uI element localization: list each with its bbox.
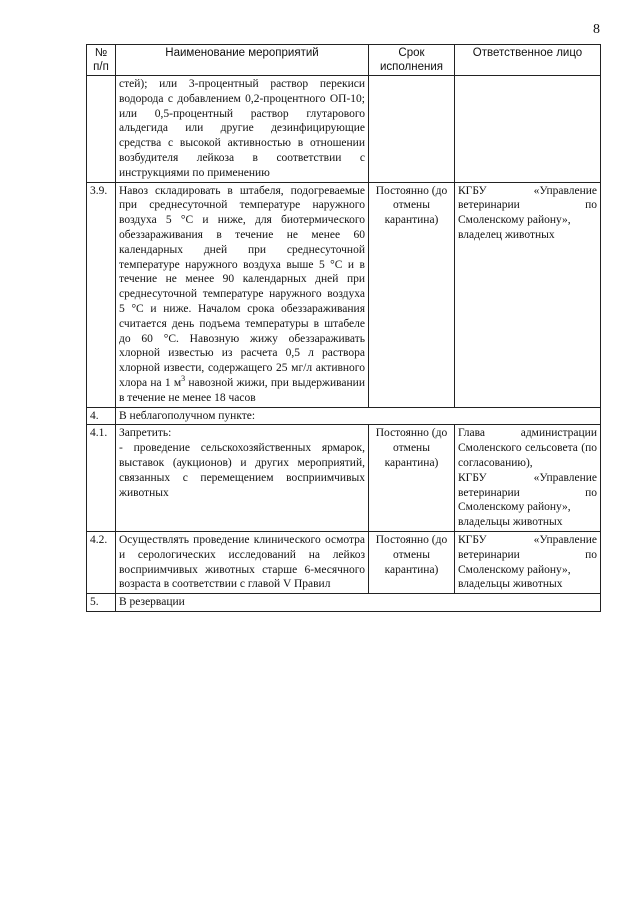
row-measure-text — [115, 183, 368, 407]
row-section-title: В неблагополучном пункте: — [115, 408, 600, 425]
row-section-title: В резервации — [115, 594, 600, 611]
header-number-line1: № — [94, 47, 108, 59]
row-number: 5. — [90, 596, 99, 609]
header-term — [368, 45, 454, 75]
page-number: 8 — [593, 22, 600, 37]
table-row-5 — [87, 593, 600, 611]
header-number-line2: п/п — [93, 61, 109, 73]
responsible-line1: Глава администрации Смоленского сельсовета (по согласованию), — [458, 427, 597, 469]
measure-text-part1: Навоз складировать в штабеля, подогреваемые при среднесуточной температуре наружного воздуха 5 °С и ниже, для биотермического обеззараживания в течение не менее 60 календарных дней при среднесуточной температуре наружного воздуха выше 5 °С и в течение не менее 90 календарных дней при среднесуточной температуре наружного воздуха 5 °С и ниже. Началом срока обеззараживания считается день подъема температуры в штабеле до 60 °С. Навозную жижу обеззараживать хлорной известью из расчета 0,5 л раствора хлорной извести, содержащего 25 мг/л активного хлора на 1 м — [119, 184, 365, 389]
table-row-4-1 — [87, 424, 600, 531]
responsible-line1: КГБУ «Управление ветеринарии по Смоленскому району», — [458, 533, 597, 576]
measure-text-line1: Запретить: — [119, 427, 172, 440]
row-responsible — [454, 532, 600, 593]
row-responsible — [454, 425, 600, 531]
row-measure-text — [115, 425, 368, 531]
header-number — [87, 45, 115, 75]
header-name: Наименование мероприятий — [115, 45, 368, 75]
row-measure-text: стей); или 3-процентный раствор перекиси водорода с добавлением 0,2-процентного ОП-10; или 0,5-процентный раствор глутарового альдегида или другие дезинфицирующие средства с высокой активностью в отношении возбудителя лейкоза в соответствии с инструкциями по применению — [115, 76, 368, 182]
responsible-line2: КГБУ «Управление ветеринарии по Смоленскому району», — [458, 471, 597, 514]
responsible-line2: владельцы животных — [458, 578, 563, 591]
row-term: Постоянно (до отмены карантина) — [368, 183, 454, 407]
header-term-line1: Срок — [398, 47, 425, 59]
responsible-line3: владельцы животных — [458, 516, 563, 529]
header-responsible: Ответственное лицо — [454, 45, 600, 75]
table-row-3-9 — [87, 182, 600, 407]
table-header-row — [87, 45, 600, 75]
table-row-continuation — [87, 75, 600, 182]
row-term: Постоянно (до отмены карантина) — [368, 532, 454, 593]
row-measure-text: Осуществлять проведение клинического осмотра и серологических исследований на лейкоз восприимчивых животных старше 6-месячного возраста в соответствии с главой V Правил — [115, 532, 368, 593]
row-number — [87, 76, 115, 182]
measures-table — [86, 44, 601, 612]
table-row-4-2 — [87, 531, 600, 593]
measure-text-part2: навозной жижи, при выдерживании в течение не менее 18 часов — [119, 376, 365, 404]
table-row-4 — [87, 407, 600, 425]
responsible-line2: владелец животных — [458, 228, 555, 241]
row-term — [368, 76, 454, 182]
measure-text-superscript: 3 — [181, 374, 186, 384]
row-number: 4.1. — [90, 427, 108, 440]
row-responsible — [454, 76, 600, 182]
row-term: Постоянно (до отмены карантина) — [368, 425, 454, 531]
row-number: 3.9. — [90, 184, 108, 197]
header-term-line2: исполнения — [379, 61, 443, 73]
row-number: 4. — [90, 409, 99, 422]
measure-text-line2: - проведение сельскохозяйственных ярмарок, выставок (аукционов) и других мероприятий, связанных с перемещением восприимчивых животных — [119, 442, 365, 499]
row-responsible — [454, 183, 600, 407]
responsible-line1: КГБУ «Управление ветеринарии по Смоленскому району», — [458, 184, 597, 227]
row-number: 4.2. — [90, 533, 108, 546]
